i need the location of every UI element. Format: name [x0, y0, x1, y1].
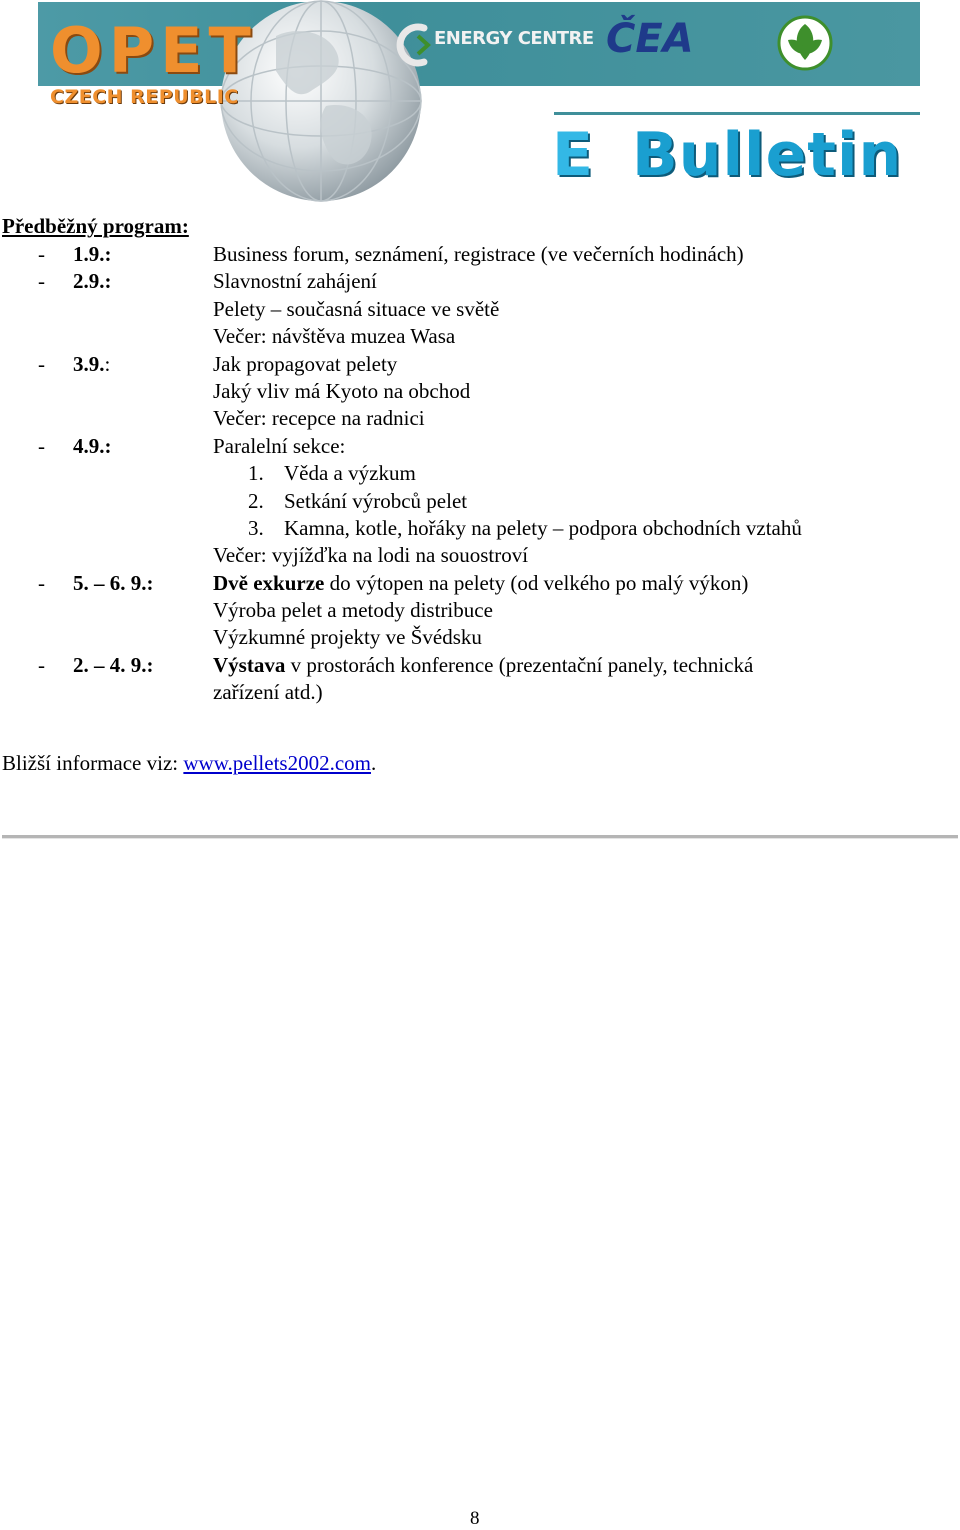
row-description: Výzkumné projekty ve Švédsku	[213, 625, 482, 650]
row-dash: -	[38, 242, 45, 266]
program-row	[2, 351, 942, 378]
row-dash: -	[38, 433, 45, 458]
row-dash: -	[38, 570, 45, 595]
program-row	[2, 405, 942, 432]
program-row	[2, 378, 942, 405]
energy-centre-text: ENERGY CENTRE	[434, 28, 594, 49]
section-title: Kamna, kotle, hořáky na pelety – podpora obchodních vztahů	[284, 515, 802, 540]
row-dash: -	[38, 652, 45, 677]
program-row	[2, 679, 942, 706]
opet-logo-text: OPET	[50, 14, 257, 87]
row-date: 2.9.:	[73, 269, 112, 294]
program-row	[2, 652, 942, 679]
row-description-bold: Dvě exkurze	[213, 570, 325, 595]
more-info-period: .	[370, 751, 377, 775]
section-number: 3.	[248, 515, 264, 540]
section-title: Věda a výzkum	[284, 461, 416, 486]
row-description: Večer: vyjížďka na lodi na souostroví	[213, 543, 529, 568]
row-date-value: 3.9.	[73, 351, 105, 376]
row-date	[73, 351, 110, 379]
program-row	[2, 542, 942, 569]
row-description: Večer: recepce na radnici	[213, 406, 425, 431]
section-number: 2.	[248, 488, 264, 513]
pellets-website-link[interactable]: www.pellets2002.com	[183, 751, 371, 775]
program-row	[2, 488, 942, 515]
row-date: 5. – 6. 9.:	[73, 570, 154, 595]
program-row	[2, 323, 942, 350]
row-dash: -	[38, 351, 45, 376]
row-dash: -	[38, 269, 45, 294]
row-description: Business forum, seznámení, registrace (ve večerních hodinách)	[213, 242, 744, 266]
czech-republic-text: CZECH REPUBLIC	[50, 86, 239, 108]
section-number: 1.	[248, 461, 264, 486]
row-description-bold: Výstava	[213, 652, 286, 677]
program-row	[2, 597, 942, 624]
row-date: 1.9.:	[73, 242, 112, 266]
e-bulletin-title	[552, 120, 902, 190]
row-description: Paralelní sekce:	[213, 433, 346, 458]
more-info-line	[2, 749, 376, 777]
row-description: Jaký vliv má Kyoto na obchod	[213, 378, 471, 403]
program-row	[2, 624, 942, 651]
row-description: Slavnostní zahájení	[213, 269, 377, 294]
program-row	[2, 241, 942, 268]
row-description-rest: do výtopen na pelety (od velkého po malý výkon)	[324, 570, 749, 595]
e-bulletin-e: E	[552, 120, 594, 190]
e-bulletin-word: Bulletin	[632, 120, 903, 190]
leaf-emblem-icon	[776, 14, 834, 72]
row-date: 4.9.:	[73, 433, 112, 458]
row-description: zařízení atd.)	[213, 680, 323, 705]
row-description: Večer: návštěva muzea Wasa	[213, 324, 456, 349]
program-heading: Předběžný program:	[2, 214, 189, 238]
row-description	[213, 652, 753, 680]
row-description: Pelety – současná situace ve světě	[213, 296, 500, 321]
program-row	[2, 296, 942, 323]
program-row	[2, 433, 942, 460]
row-date-colon: :	[104, 351, 111, 376]
more-info-label: Bližší informace viz:	[2, 751, 184, 775]
cea-logo-text: ČEA	[606, 16, 694, 62]
row-description: Výroba pelet a metody distribuce	[213, 598, 493, 623]
page-number: 8	[470, 1508, 480, 1529]
row-description-rest: v prostorách konference (prezentační panely, technická	[285, 652, 754, 677]
row-description: Jak propagovat pelety	[213, 351, 398, 376]
horizontal-divider	[2, 835, 958, 839]
program-section	[2, 213, 942, 707]
program-row	[2, 515, 942, 542]
section-title: Setkání výrobců pelet	[284, 488, 468, 513]
program-row	[2, 570, 942, 597]
program-row	[2, 460, 942, 487]
banner-divider-line	[554, 112, 920, 115]
row-description	[213, 570, 748, 598]
row-date: 2. – 4. 9.:	[73, 652, 154, 677]
header-banner	[38, 2, 920, 212]
program-row	[2, 268, 942, 295]
